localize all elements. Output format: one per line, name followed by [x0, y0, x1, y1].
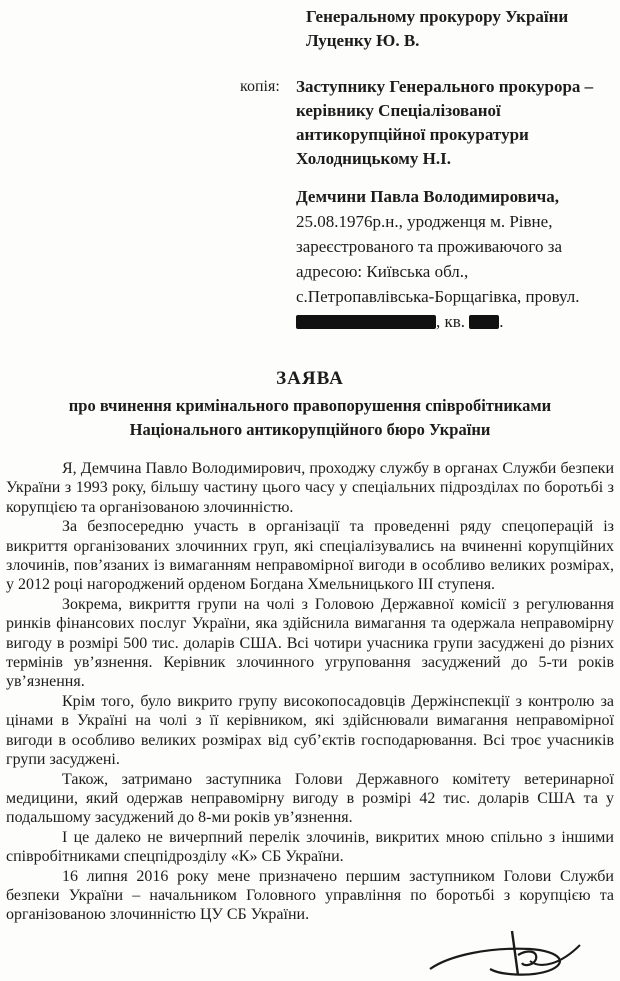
addressee-line-1: Генеральному прокурору України — [306, 7, 569, 26]
sender-apartment-label: , кв. — [436, 312, 466, 331]
paragraph-1: Я, Демчина Павло Володимирович, проходжу службу в органах Служби безпеки України з 1993 року, більшу частину цього часу у спеціальних підрозділах по боротьбі з корупцією та організованою злочинністю. — [6, 460, 614, 516]
copy-line-2: керівнику Спеціалізованої — [296, 101, 501, 120]
paragraph-5: Також, затримано заступника Голови Державного комітету ветеринарної медицини, який одержав неправомірну вигоду в розмірі 42 тис. доларів США та у подальшому засуджений до 8-ми років ув’язнення. — [6, 770, 614, 827]
document-subtitle-1: про вчинення кримінального правопорушення співробітниками — [68, 396, 552, 415]
redaction-apartment — [469, 315, 499, 329]
paragraph-3: Зокрема, викриття групи на чолі з Головою Державної комісії з регулювання ринків фінансових послуг України, яка здійснила вимагання та одержала неправомірну вигоду в розмірі 500 тис. доларів США. Всі чотири учасника групи засуджені до різних термінів ув’язнення. Керівник злочинного угруповання засуджений до 5-ти років ув’язнення. — [6, 595, 614, 691]
statement-body — [6, 459, 614, 925]
paragraph-4: Крім того, було викрито групу високопосадовців Держінспекції з контролю за цінами в Україні на чолі з її керівником, які здійснювали вимагання неправомірної вигоди в особливо великих розмірах від суб’єктів господарювання. Всі троє учасників групи засуджені. — [6, 692, 614, 769]
paragraph-2: За безпосередню участь в організації та проведенні ряду спецоперацій із викриття організованих злочинних груп, які спеціалізувались на вчиненні корупційних злочинів, пов’язаних із вимаганням неправомірної вигоди в особливо великих розмірах, у 2012 році нагороджений орденом Богдана Хмельницького ІІІ ступеня. — [6, 518, 614, 594]
sender-birth: 25.08.1976р.н., уродженця м. Рівне, — [296, 212, 553, 231]
sender-address-region: адресою: Київська обл., — [296, 262, 469, 281]
addressee-line-2: Луценку Ю. В. — [306, 31, 420, 50]
copy-line-1: Заступнику Генерального прокурора – — [296, 77, 594, 96]
document-subtitle-2: Національного антикорупційного бюро України — [129, 420, 491, 439]
sender-name: Демчини Павла Володимировича, — [296, 187, 559, 206]
copy-line-3: антикорупційної прокуратури — [296, 125, 529, 144]
redaction-street — [296, 315, 436, 329]
copy-label: копія: — [240, 78, 280, 95]
sender-registration: зареєстрованого та проживаючого за — [296, 237, 562, 256]
copy-line-4: Холодницькому Н.І. — [296, 149, 451, 168]
paragraph-7: 16 липня 2016 року мене призначено першим заступником Голови Служби безпеки України – начальником Головного управління по боротьбі з корупцією та організованою злочинністю ЦУ СБ України. — [6, 867, 614, 924]
handwritten-signature — [420, 925, 620, 981]
paragraph-6: І це далеко не вичерпний перелік злочинів, викритих мною спільно з іншими співробітниками спецпідрозділу «К» СБ України. — [6, 828, 614, 866]
sender-address-street: , кв. . — [296, 311, 504, 333]
sender-address-village: с.Петропавлівська-Борщагівка, провул. — [296, 287, 580, 306]
document-title: ЗАЯВА — [276, 368, 344, 389]
